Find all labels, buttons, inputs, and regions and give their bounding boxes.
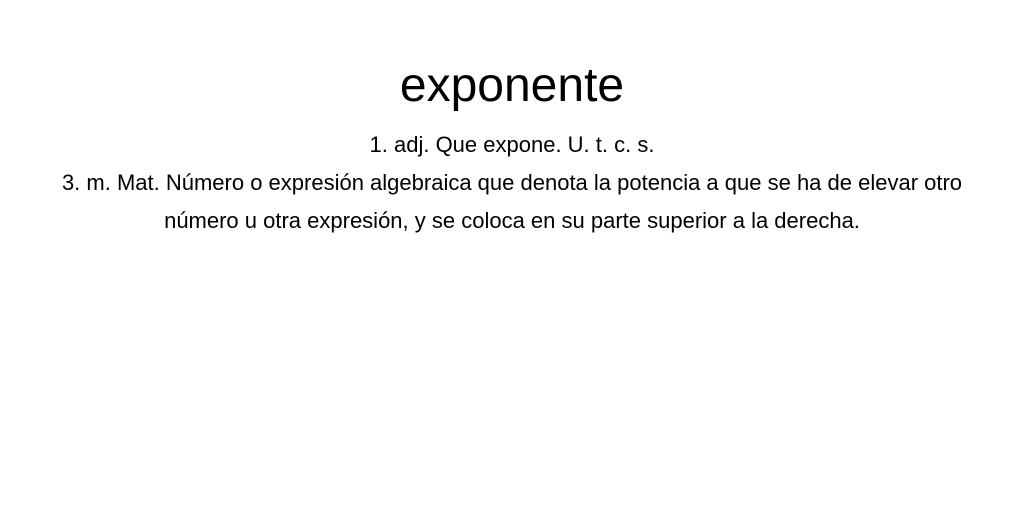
definition-3: 3. m. Mat. Número o expresión algebraica que denota la potencia a que se ha de elevar otro número u otra expresión, y se coloca en su parte superior a la derecha. xyxy=(61,170,963,233)
definition-list xyxy=(47,126,977,240)
headword: exponente xyxy=(399,59,625,112)
definition-1: 1. adj. Que expone. U. t. c. s. xyxy=(369,132,655,157)
